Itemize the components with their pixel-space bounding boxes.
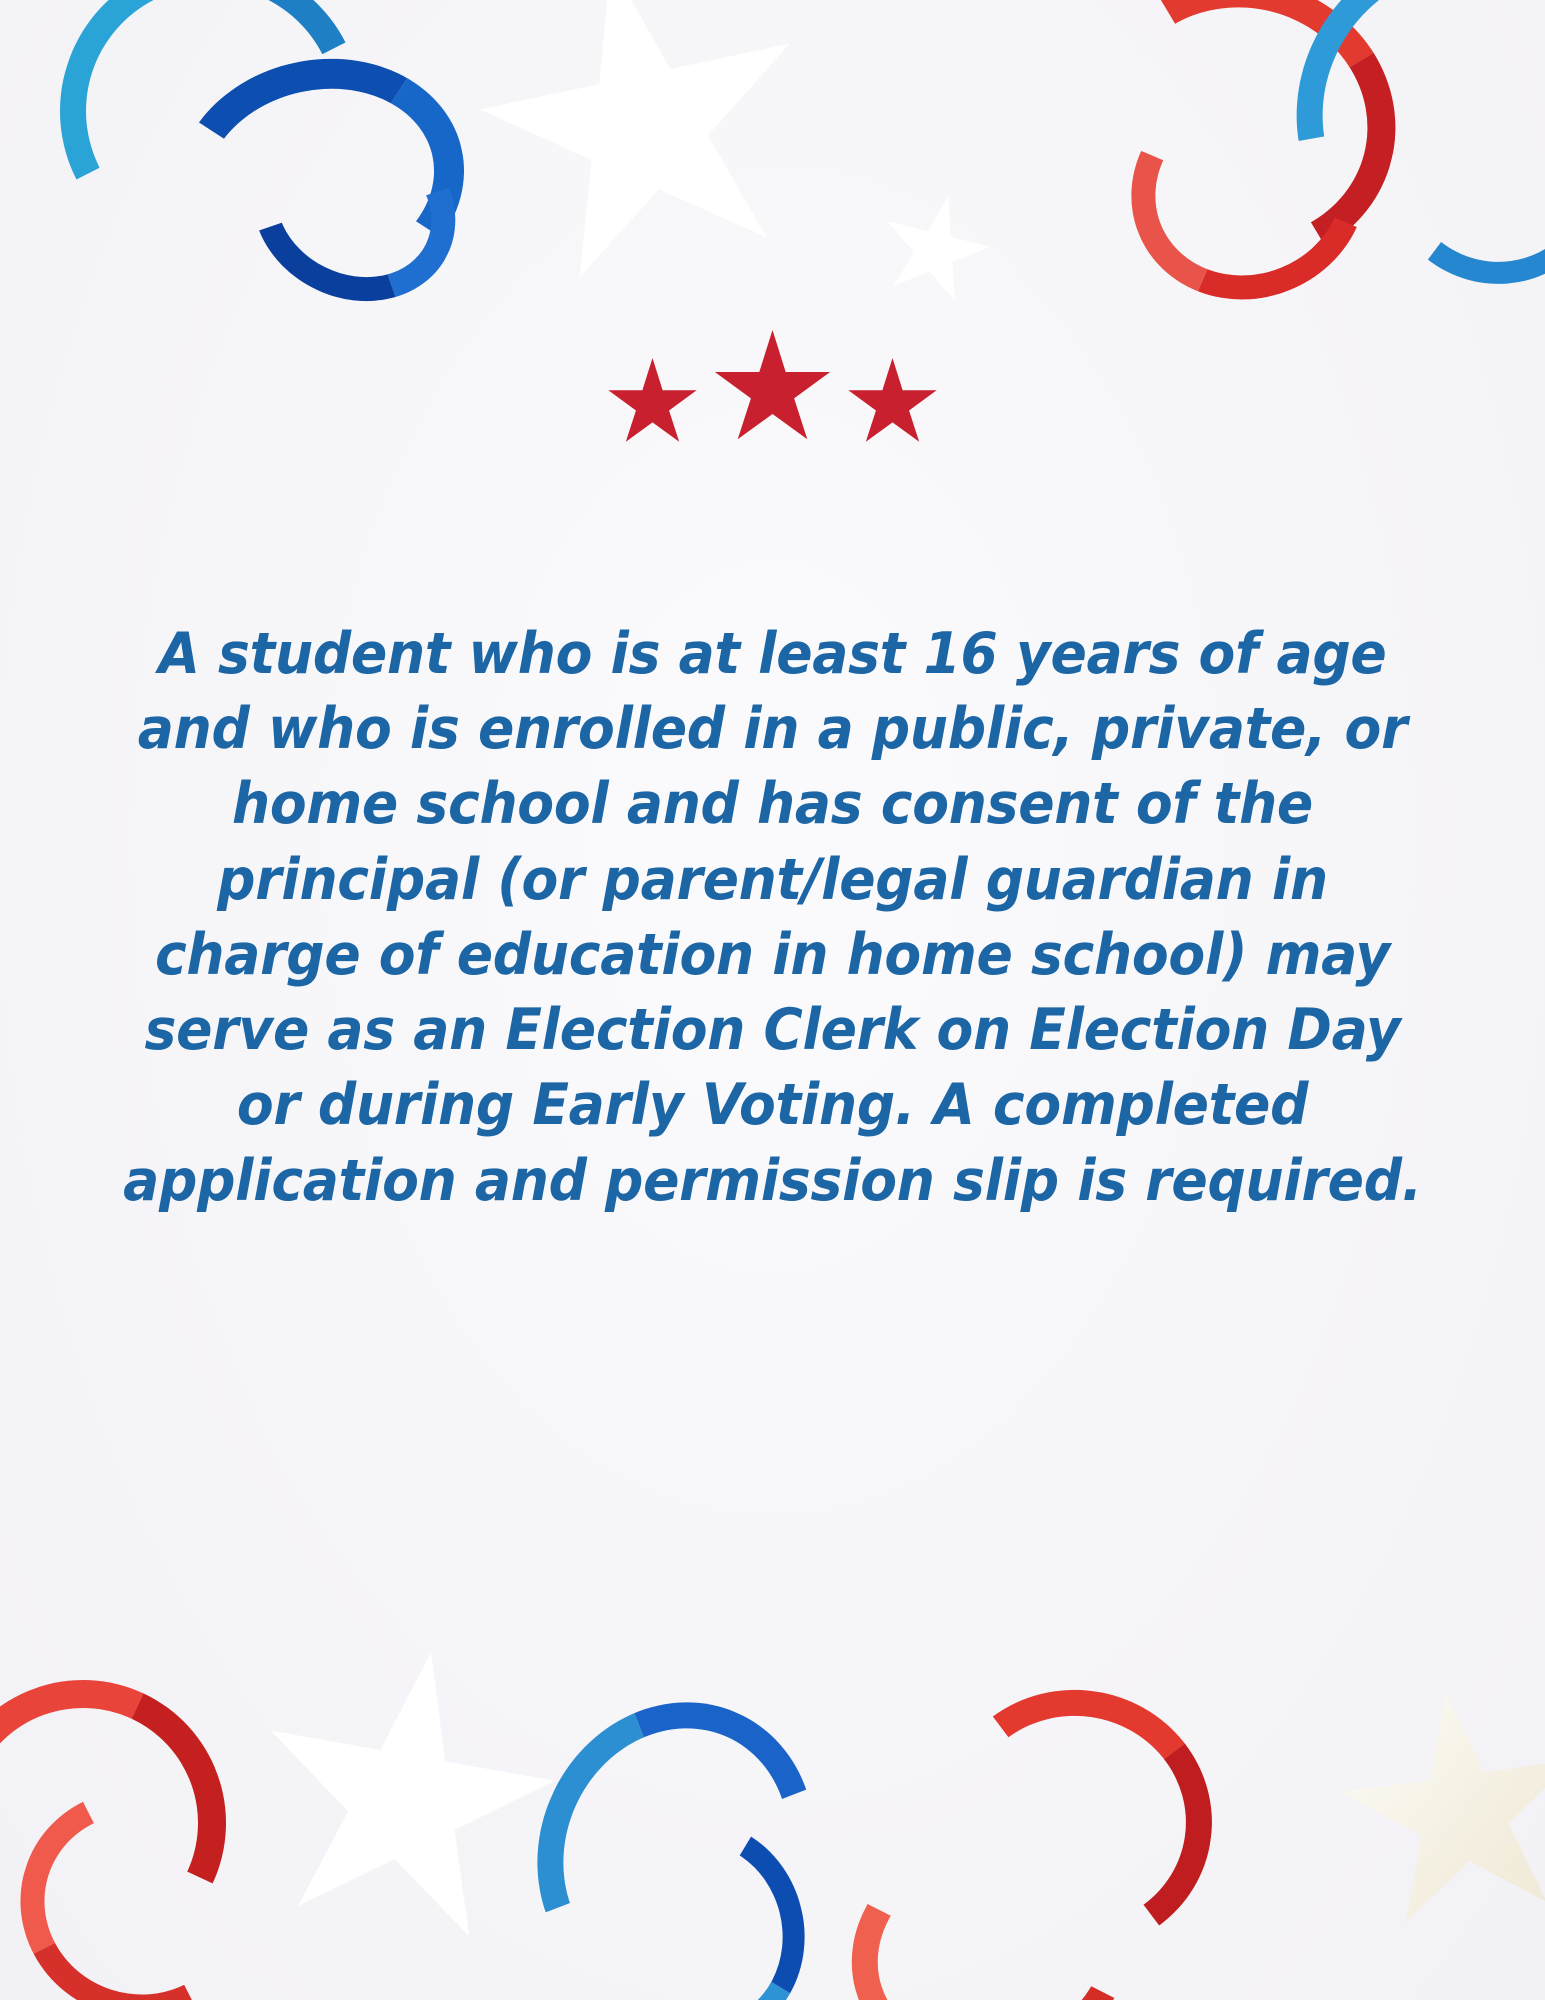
accent-star-group (0, 330, 1545, 450)
blue-ribbon-top-right-2 (1364, 25, 1545, 299)
blue-ribbon-top-left-1 (21, 0, 402, 301)
blue-ribbon-top-left-2 (153, 32, 487, 327)
foam-star-top-left-icon (449, 0, 840, 321)
red-ribbon-top-right-2 (1098, 43, 1400, 334)
red-ribbon-bottom-middle-2 (820, 1792, 1163, 2000)
blue-ribbon-bottom-middle-1 (490, 1658, 861, 2000)
foam-star-bottom-left-icon (231, 1626, 579, 1974)
foam-star-bottom-right-glitter-icon (1324, 1674, 1545, 1951)
red-ribbon-bottom-left-1 (0, 1640, 266, 2000)
poster-body-text: A student who is at least 16 years of age and who is enrolled in a public, private, or home school and has consent of the principal (or parent/legal guardian in charge of education in home school) may serve as an Election Clerk on Election Day or during Early Voting. A completed application and permission slip is required. (123, 621, 1422, 1214)
accent-star-left-icon (607, 358, 699, 450)
red-ribbon-top-right-1 (1060, 0, 1426, 299)
blue-ribbon-top-right-1 (1233, 0, 1545, 331)
blue-ribbon-bottom-middle-2 (576, 1799, 828, 2000)
blue-ribbon-top-left-3 (222, 83, 487, 334)
accent-star-right-icon (847, 358, 939, 450)
accent-star-center-icon (713, 330, 833, 450)
red-ribbon-bottom-left-2 (0, 1759, 287, 2000)
foam-star-top-small-icon (868, 183, 1001, 316)
red-ribbon-bottom-middle-1 (923, 1672, 1229, 1969)
